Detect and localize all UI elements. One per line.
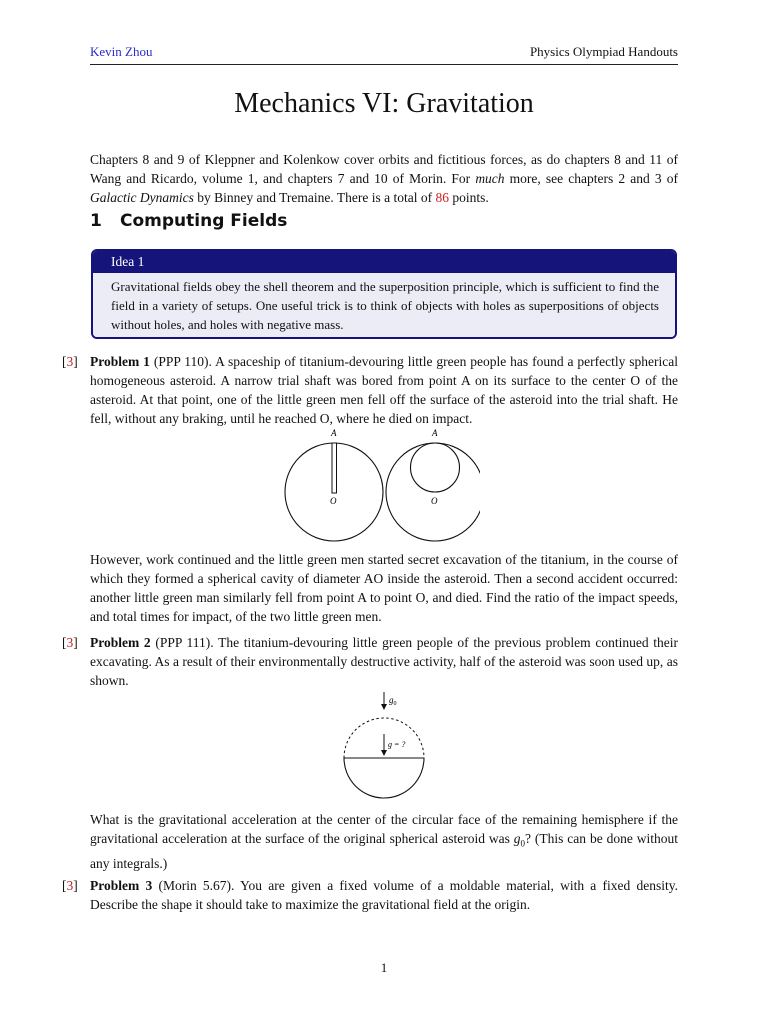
section-number: 1: [90, 211, 102, 231]
idea-body: Gravitational fields obey the shell theorem and the superposition principle, which is sufficient to find the field in a variety of setups. One useful trick is to think of objects with holes as superpositions of objects without holes, and holes with negative mass.: [93, 273, 675, 339]
intro-text-2: more, see chapters 2 and 3 of: [504, 171, 678, 186]
label-o-right: O: [431, 496, 438, 506]
running-header: [90, 44, 678, 65]
problem-1-points: [3]: [62, 354, 78, 369]
page-number: 1: [380, 960, 388, 975]
problem-1-continuation: However, work continued and the little green men started secret excavation of the titanium, in the course of which they formed a spherical cavity of diameter AO inside the asteroid. Then a second accident occurred: another little green man similarly fell from point A to point O, and died. Find the ratio of the impact speeds, and total times for impact, of the two little green men.: [90, 552, 678, 624]
trial-shaft: [332, 443, 337, 493]
problem-2-question-1: What is the gravitational acceleration at the center of the circular face of the remaining hemisphere if the gravitational acceleration at the surface of the original spherical asteroid was: [90, 812, 678, 846]
problem-1: [62, 352, 679, 428]
problem-2-name: Problem 2: [90, 635, 151, 650]
problem-3-text: You are given a fixed volume of a moldable material, with a fixed density. Describe the shape it should take to maximize the gravitational field at the origin.: [90, 878, 678, 912]
problem-2-text: The titanium-devouring little green people of the previous problem continued their excavating. As a result of their environmentally destructive activity, half of the asteroid was soon used up, as shown.: [90, 635, 678, 688]
page-title: Mechanics VI: Gravitation: [234, 88, 534, 119]
problem-2-question-2: ? (This can be done without any integrals.): [90, 831, 678, 871]
problem-3: [62, 876, 678, 914]
problem-3-ref: (Morin 5.67).: [152, 878, 235, 893]
header-series: Physics Olympiad Handouts: [529, 44, 678, 59]
problem-1-text: A spaceship of titanium-devouring little green people has found a perfectly spherical homogeneous asteroid. A narrow trial shaft was bored from point A on its surface to the center O of the asteroid. At that point, one of the little green men fell off the surface of the asteroid into the trial shaft. He fell, without any braking, until he reached O, where he died on impact.: [90, 354, 679, 426]
spherical-cavity: [411, 443, 460, 492]
g0-subscript: 0: [520, 838, 526, 849]
arrow-g0-head: [381, 704, 387, 710]
remaining-hemisphere: [344, 758, 424, 798]
intro-book-title: Galactic Dynamics: [90, 190, 194, 205]
label-g0: $g_0$: [389, 695, 397, 707]
idea-box: [91, 249, 677, 339]
intro-emphasis-much: much: [475, 171, 505, 186]
problem-1-ref: (PPP 110).: [149, 354, 212, 369]
problem-2-ref: (PPP 111).: [150, 635, 214, 650]
figure-hemisphere: [332, 690, 442, 802]
intro-text-1: Chapters 8 and 9 of Kleppner and Kolenkow cover orbits and fictitious forces, as do chapters 8 and 11 of Wang and Ricardo, volume 1, and chapters 7 and 10 of Morin. For: [90, 152, 678, 186]
header-author: Kevin Zhou: [90, 44, 153, 59]
total-points: 86: [435, 190, 449, 205]
label-o-left: O: [330, 496, 337, 506]
problem-3-points: [3]: [62, 878, 78, 893]
label-a-left: A: [331, 428, 337, 438]
g0-symbol: g: [513, 831, 521, 846]
idea-heading: Idea 1: [93, 251, 675, 273]
problem-1-name: Problem 1: [90, 354, 150, 369]
arrow-g-head: [381, 750, 387, 756]
section-title: Computing Fields: [120, 211, 288, 231]
label-g-unknown: g = ?: [388, 740, 406, 749]
problem-2-continuation: [90, 810, 678, 873]
intro-text-4: points.: [448, 190, 489, 205]
intro-paragraph: [90, 150, 678, 207]
intro-text-3: by Binney and Tremaine. There is a total of: [193, 190, 436, 205]
problem-3-name: Problem 3: [90, 878, 153, 893]
problem-2: [62, 633, 678, 690]
figure-asteroid-shaft-cavity: [280, 426, 480, 544]
section-heading: [90, 211, 287, 231]
problem-2-points: [3]: [62, 635, 78, 650]
label-a-right: A: [432, 428, 438, 438]
